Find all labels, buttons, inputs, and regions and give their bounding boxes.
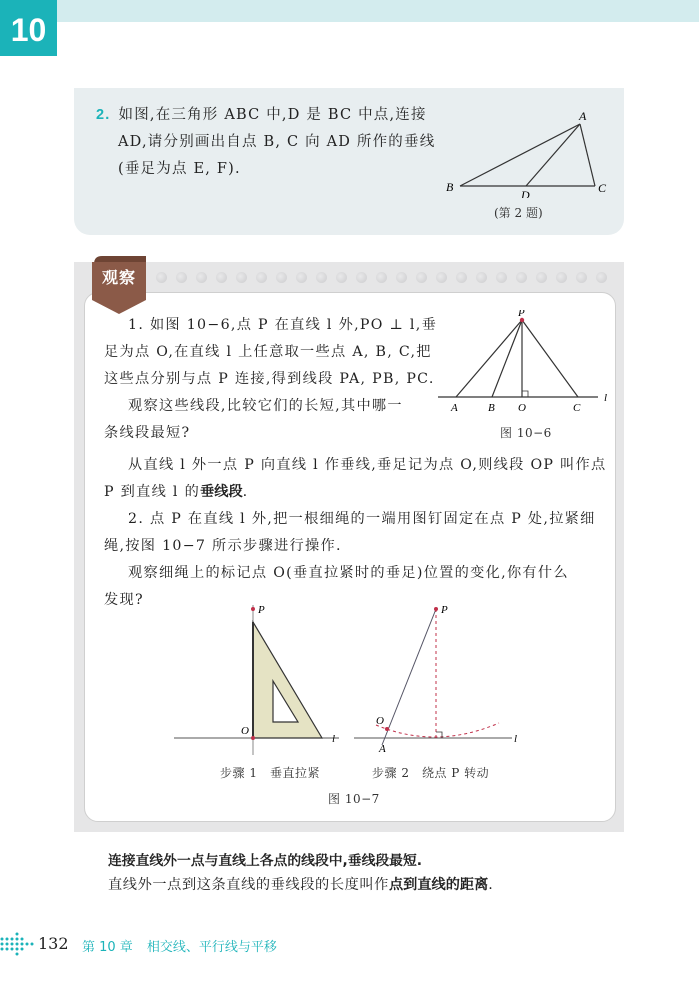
svg-text:B: B <box>446 180 454 194</box>
svg-text:A: A <box>451 402 458 414</box>
chapter-title: 第 10 章 相交线、平行线与平移 <box>82 940 277 955</box>
observe-p1-line: 足为点 O,在直线 l 上任意取一些点 A, B, C,把 <box>104 344 432 360</box>
term-perpendicular-segment: 垂线段 <box>200 484 243 500</box>
observe-p3-line: 从直线 l 外一点 P 向直线 l 作垂线,垂足记为点 O,则线段 OP 叫作点 <box>128 457 607 473</box>
observe-p1-line: 这些点分别与点 P 连接,得到线段 PA, PB, PC. <box>104 371 435 387</box>
svg-text:A: A <box>379 743 386 755</box>
page-number: 132 <box>38 934 69 953</box>
observe-label: 观察 <box>101 268 136 287</box>
triangle-figure <box>444 98 614 198</box>
conclusion-line-1: 连接直线外一点与直线上各点的线段中,垂线段最短. <box>108 853 423 869</box>
exercise-text <box>96 102 436 183</box>
svg-text:O: O <box>518 402 526 414</box>
observe-p1-line: 1. 如图 10−6,点 P 在直线 l 外,PO ⊥ l,垂 <box>128 317 438 333</box>
svg-text:P: P <box>518 310 525 319</box>
observe-p5-line: 观察细绳上的标记点 O(垂直拉紧时的垂足)位置的变化,你有什么 <box>128 565 569 581</box>
svg-text:l: l <box>514 733 518 745</box>
binder-strip <box>74 262 624 292</box>
svg-text:B: B <box>488 402 495 414</box>
figure-10-7-step2 <box>354 600 534 760</box>
svg-text:O: O <box>241 725 249 737</box>
page-footer <box>0 928 400 958</box>
observe-p3-line: P 到直线 l 的垂线段. <box>104 484 249 500</box>
svg-text:C: C <box>573 402 581 414</box>
conclusion-line-2: 直线外一点到这条直线的垂线段的长度叫作点到直线的距离. <box>108 877 494 893</box>
exercise-line: (垂足为点 E, F). <box>118 161 241 177</box>
exercise-line: 如图,在三角形 ABC 中,D 是 BC 中点,连接 <box>118 107 427 123</box>
term-point-line-distance: 点到直线的距离 <box>388 877 489 893</box>
svg-text:O: O <box>376 715 384 727</box>
svg-text:P: P <box>441 604 448 616</box>
observe-p2-line: 条线段最短? <box>104 425 191 441</box>
observe-p2-line: 观察这些线段,比较它们的长短,其中哪一 <box>128 398 403 414</box>
chapter-badge: 10 <box>0 0 57 56</box>
step2-caption: 步骤 2 绕点 P 转动 <box>372 766 490 780</box>
step1-caption: 步骤 1 垂直拉紧 <box>220 766 320 780</box>
figure-10-6-caption: 图 10−6 <box>500 426 552 440</box>
exercise-line: AD,请分别画出自点 B, C 向 AD 所作的垂线 <box>118 134 436 150</box>
svg-text:P: P <box>258 604 265 616</box>
svg-text:l: l <box>604 392 608 404</box>
figure-10-6 <box>438 310 618 420</box>
observe-p5-line: 发现? <box>104 592 144 608</box>
observe-p4-line: 2. 点 P 在直线 l 外,把一根细绳的一端用图钉固定在点 P 处,拉紧细 <box>128 511 596 527</box>
dot-arrow-icon <box>0 930 34 956</box>
exercise-figure-caption: (第 2 题) <box>494 206 543 220</box>
svg-text:l: l <box>332 733 336 745</box>
figure-10-7-caption: 图 10−7 <box>328 792 380 806</box>
exercise-panel <box>74 88 624 235</box>
header-band <box>57 0 699 22</box>
svg-text:A: A <box>579 109 587 123</box>
figure-10-7-step1 <box>174 600 354 760</box>
observe-p4-line: 绳,按图 10−7 所示步骤进行操作. <box>104 538 342 554</box>
svg-text:D: D <box>521 188 530 198</box>
svg-text:C: C <box>598 181 607 195</box>
exercise-number: 2. <box>96 107 111 123</box>
